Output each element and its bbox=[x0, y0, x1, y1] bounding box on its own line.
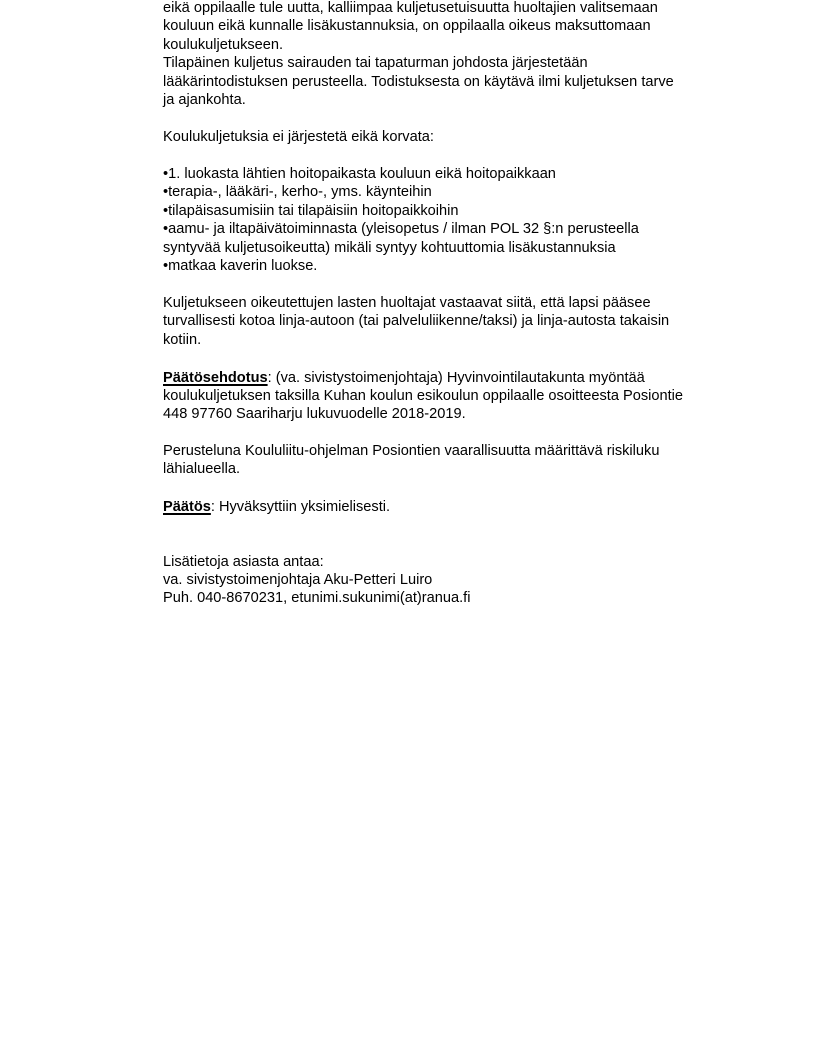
exclusions-heading: Koulukuljetuksia ei järjestetä eikä korvata: bbox=[163, 129, 434, 145]
exclusion-item: •matkaa kaverin luokse. bbox=[163, 258, 318, 274]
responsibility-line: turvallisesti kotoa linja-autoon (tai palveluliikenne/taksi) ja linja-autosta takaisin bbox=[163, 313, 670, 329]
decision-line bbox=[163, 498, 390, 516]
contact-line: Lisätietoja asiasta antaa: bbox=[163, 554, 324, 570]
intro-line: eikä oppilaalle tule uutta, kalliimpaa kuljetusetuisuutta huoltajien valitsemaan bbox=[163, 0, 658, 16]
decision-label: Päätös bbox=[163, 499, 211, 515]
responsibility-line: Kuljetukseen oikeutettujen lasten huoltajat vastaavat siitä, että lapsi pääsee bbox=[163, 295, 651, 311]
exclusion-item: syntyvää kuljetusoikeutta) mikäli syntyy kohtuuttomia lisäkustannuksia bbox=[163, 240, 616, 256]
exclusion-item: •terapia-, lääkäri-, kerho-, yms. käynteihin bbox=[163, 184, 432, 200]
intro-line: ja ajankohta. bbox=[163, 92, 246, 108]
proposal-line bbox=[163, 369, 645, 387]
exclusion-item: •aamu- ja iltapäivätoiminnasta (yleisopetus / ilman POL 32 §:n perusteella bbox=[163, 221, 639, 237]
contact-line: va. sivistystoimenjohtaja Aku-Petteri Luiro bbox=[163, 572, 433, 588]
intro-line: kouluun eikä kunnalle lisäkustannuksia, on oppilaalla oikeus maksuttomaan bbox=[163, 18, 651, 34]
intro-line: koulukuljetukseen. bbox=[163, 37, 284, 53]
contact-line: Puh. 040-8670231, etunimi.sukunimi(at)ranua.fi bbox=[163, 590, 471, 606]
intro-line: Tilapäinen kuljetus sairauden tai tapaturman johdosta järjestetään bbox=[163, 55, 588, 71]
exclusion-item: •1. luokasta lähtien hoitopaikasta kouluun eikä hoitopaikkaan bbox=[163, 166, 556, 182]
proposal-label: Päätösehdotus bbox=[163, 370, 268, 386]
intro-line: lääkärintodistuksen perusteella. Todistuksesta on käytävä ilmi kuljetuksen tarve bbox=[163, 74, 674, 90]
exclusion-item: •tilapäisasumisiin tai tilapäisiin hoitopaikkoihin bbox=[163, 203, 459, 219]
proposal-text: : (va. sivistystoimenjohtaja) Hyvinvointilautakunta myöntää bbox=[267, 370, 645, 386]
decision-text: : Hyväksyttiin yksimielisesti. bbox=[210, 499, 391, 515]
justification-line: lähialueella. bbox=[163, 461, 241, 477]
proposal-line: 448 97760 Saariharju lukuvuodelle 2018-2019. bbox=[163, 406, 466, 422]
justification-line: Perusteluna Koululiitu-ohjelman Posiontien vaarallisuutta määrittävä riskiluku bbox=[163, 443, 660, 459]
proposal-line: koulukuljetuksen taksilla Kuhan koulun esikoulun oppilaalle osoitteesta Posiontie bbox=[163, 388, 684, 404]
responsibility-line: kotiin. bbox=[163, 332, 202, 348]
